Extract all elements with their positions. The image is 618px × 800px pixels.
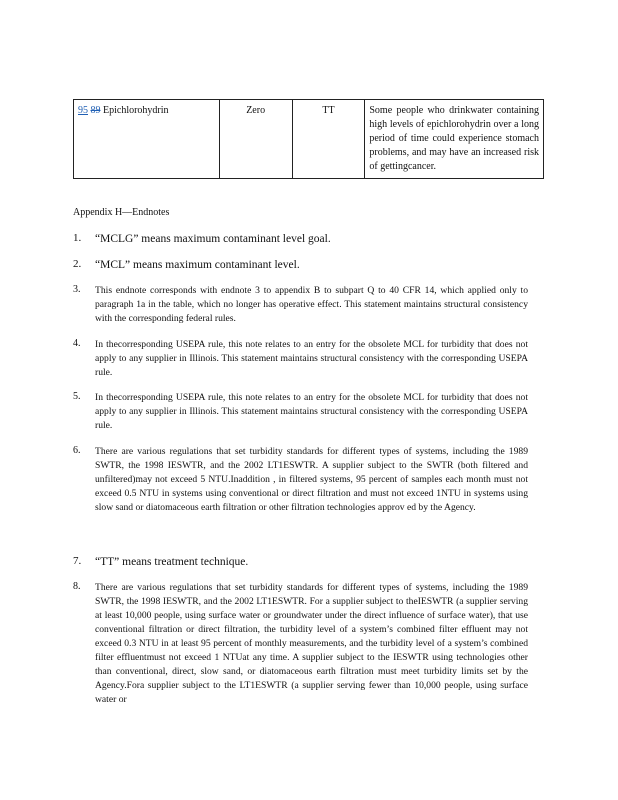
endnote-text: In thecorresponding USEPA rule, this note relates to an entry for the obsolete MCL for turbidity that does not apply to any supplier in Illinois. This statement maintains structural consistency with the corresponding USEPA rule. [95, 392, 528, 431]
endnote-text: In thecorresponding USEPA rule, this note relates to an entry for the obsolete MCL for turbidity that does not apply to any supplier in Illinois. This statement maintains structural consistency with the corresponding USEPA rule. [95, 339, 528, 378]
endnote-5 [73, 391, 528, 433]
appendix-title: Appendix H—Endnotes [73, 207, 170, 218]
endnote-text: There are various regulations that set turbidity standards for different types of systems, including the 1989 SWTR, the 1998 IESWTR, and the 2002 LT1ESWTR. For a supplier subject to theIESWTR (a supplier serving at least 10,000 people, using surface water or groundwater under the direct influence of surface water), that use conventional filtration or direct filtration, the turbidity level of a system’s combined filter effluent may not exceed 0.3 NTU in at least 95 percent of monthly measurements, and the turbidity level of a system’s combined filter effluentmust not exceed 1 NTUat any time. A supplier subject to the IESWTR using technologies other than conventional, direct, slow sand, or diatomaceous earth filtration must meet turbidity limits set by the Agency.Fora supplier subject to the LT1ESWTR (a supplier serving fewer than 10,000 people, using surface water or [95, 582, 528, 705]
health-effects-cell: Some people who drinkwater containing high levels of epichlorohydrin over a long period of time could experience stomach problems, and may have an increased risk of gettingcancer. [365, 100, 544, 179]
contaminant-table [73, 99, 544, 179]
endnote-6 [73, 445, 528, 515]
endnote-text: “MCL” means maximum contaminant level. [95, 259, 300, 271]
endnote-number: 8. [73, 581, 81, 592]
endnote-3 [73, 284, 528, 326]
contaminant-name-cell [74, 100, 220, 179]
endnote-number: 1. [73, 232, 82, 244]
table-row [74, 100, 544, 179]
contaminant-name: Epichlorohydrin [103, 105, 169, 116]
endnote-number: 7. [73, 555, 82, 567]
endnote-4 [73, 338, 528, 380]
row-number-new: 95 [78, 105, 88, 116]
row-number-old: 89 [90, 105, 101, 116]
endnote-text: “MCLG” means maximum contaminant level goal. [95, 233, 331, 245]
endnote-text: There are various regulations that set turbidity standards for different types of systems, including the 1989 SWTR, the 1998 IESWTR, and the 2002 LT1ESWTR. A supplier subject to the SWTR (both filtered and unfiltered)may not exceed 5 NTU.Inaddition , in filtered systems, 95 percent of samples each month must not exceed 0.5 NTU in systems using conventional or direct filtration and must not exceed 1NTU in systems using slow sand or diatomaceous earth filtration or other filtration technologies approv ed by the Agency. [95, 446, 528, 513]
mclg-cell: Zero [219, 100, 292, 179]
endnote-1 [73, 232, 528, 246]
endnote-number: 6. [73, 445, 81, 456]
endnote-text: “TT” means treatment technique. [95, 556, 249, 568]
endnote-number: 5. [73, 391, 81, 402]
endnote-7 [73, 555, 528, 569]
mcl-cell: TT [292, 100, 365, 179]
endnote-2 [73, 258, 528, 272]
endnote-number: 4. [73, 338, 81, 349]
endnote-8 [73, 581, 528, 707]
endnote-text: This endnote corresponds with endnote 3 to appendix B to subpart Q to 40 CFR 14, which applied only to paragraph 1a in the table, which no longer has operative effect. This statement maintains structural consistency with the corresponding federal rules. [95, 285, 528, 324]
endnote-number: 2. [73, 258, 82, 270]
endnote-number: 3. [73, 284, 81, 295]
